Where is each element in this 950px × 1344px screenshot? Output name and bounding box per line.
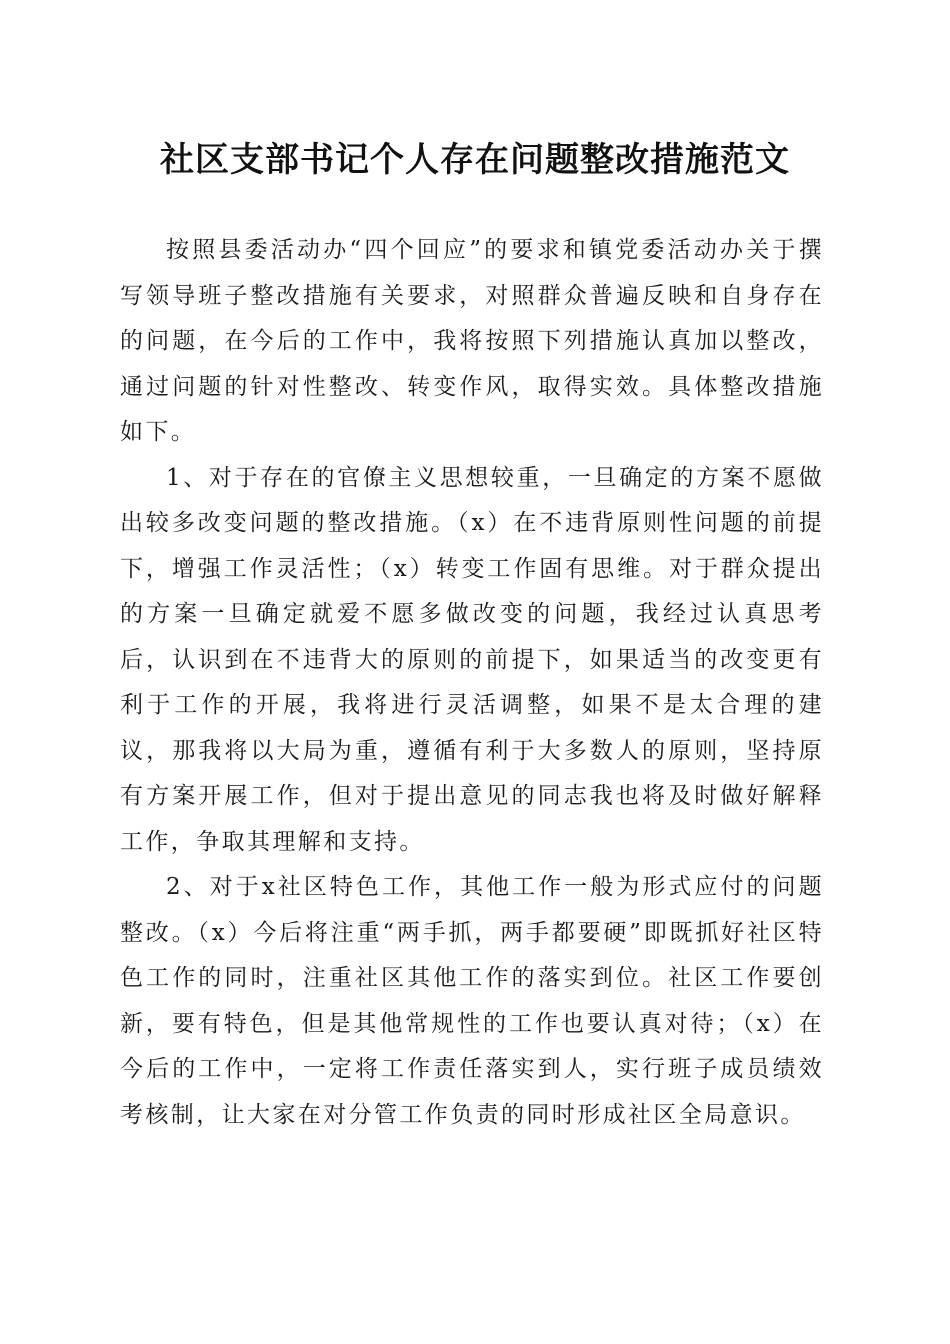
paragraph-measure-1: 1、对于存在的官僚主义思想较重，一旦确定的方案不愿做出较多改变问题的整改措施。（x）在不违背原则性问题的前提下，增强工作灵活性；（x）转变工作固有思维。对于群众提出的方案一旦确定就爱不愿多做改变的问题，我经过认真思考后，认识到在不违背大的原则的前提下，如果适当的改变更有利于工作的开展，我将进行灵活调整，如果不是太合理的建议，那我将以大局为重，遵循有利于大多数人的原则，坚持原有方案开展工作，但对于提出意见的同志我也将及时做好解释工作，争取其理解和支持。 [120,464,824,855]
document-body [120,228,824,1138]
document-title: 社区支部书记个人存在问题整改措施范文 [160,140,790,180]
paragraph-intro: 按照县委活动办“四个回应”的要求和镇党委活动办关于撰写领导班子整改措施有关要求，对照群众普遍反映和自身存在的问题，在今后的工作中，我将按照下列措施认真加以整改，通过问题的针对性整改、转变作风，取得实效。具体整改措施如下。 [120,237,824,445]
paragraph-measure-2: 2、对于x社区特色工作，其他工作一般为形式应付的问题整改。（x）今后将注重“两手抓，两手都要硬”即既抓好社区特色工作的同时，注重社区其他工作的落实到位。社区工作要创新，要有特色，但是其他常规性的工作也要认真对待；（x）在今后的工作中，一定将工作责任落实到人，实行班子成员绩效考核制，让大家在对分管工作负责的同时形成社区全局意识。 [120,874,824,1128]
